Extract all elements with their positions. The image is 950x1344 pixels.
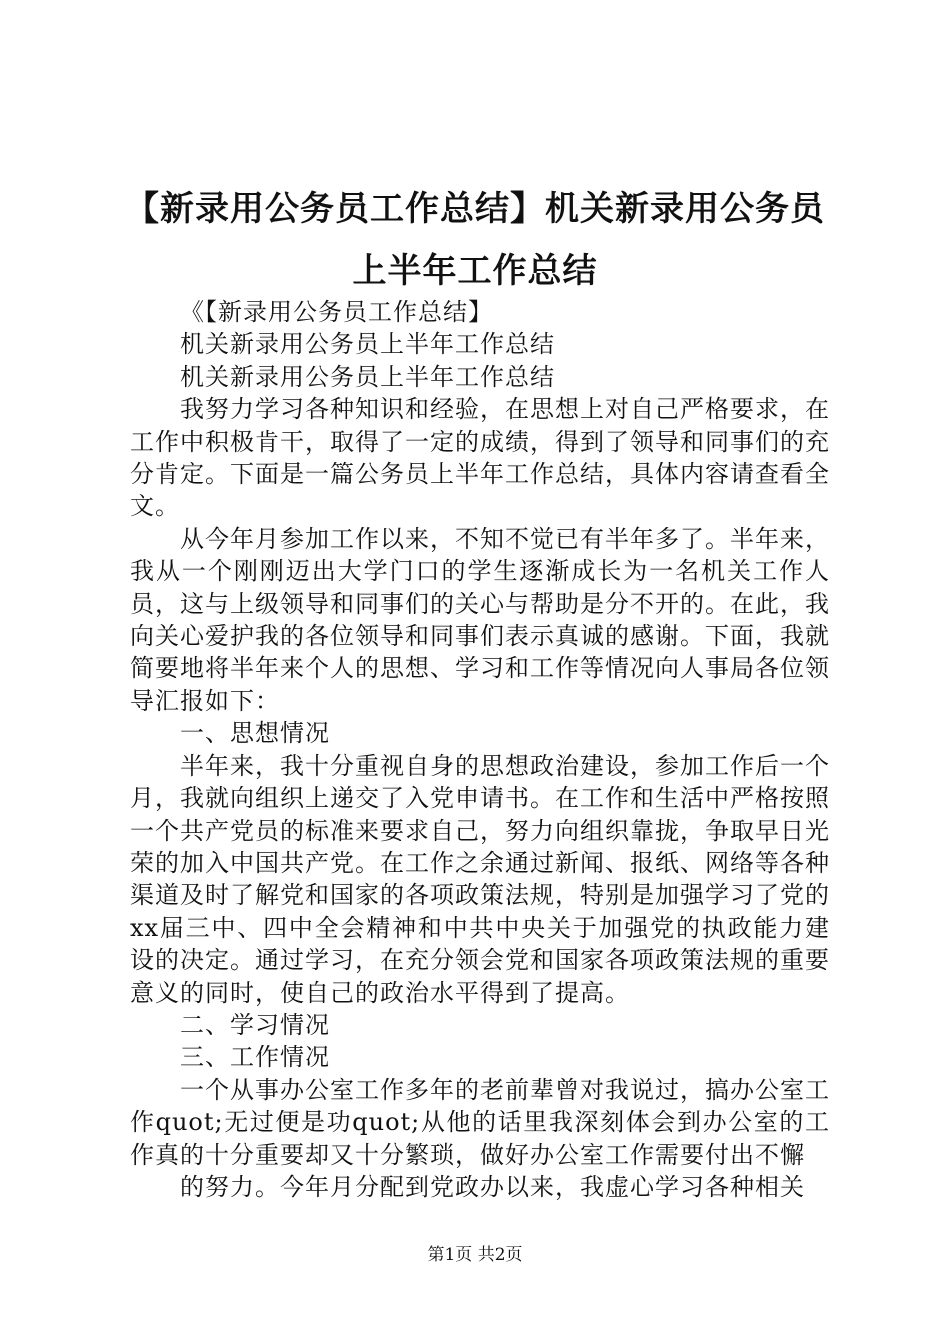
- section-heading-work: 三、工作情况: [180, 1043, 330, 1072]
- page-footer: 第1页 共2页: [427, 1245, 523, 1265]
- paragraph-overview: 从今年月参加工作以来，不知不觉已有半年多了。半年来，我从一个刚刚迈出大学门口的学生逐渐成长为一名机关工作人员，这与上级领导和同事们的关心与帮助是分不开的。在此，我向关心爱护我的各位领导和同事们表示真诚的感谢。下面，我就简要地将半年来个人的思想、学习和工作等情况向人事局各位领导汇报如下：: [130, 524, 830, 715]
- paragraph-subtitle-2: 机关新录用公务员上半年工作总结: [180, 362, 555, 391]
- paragraph-subtitle-1: 机关新录用公务员上半年工作总结: [180, 330, 555, 359]
- title-line-2: 上半年工作总结: [352, 251, 598, 291]
- section-heading-thought: 一、思想情况: [180, 719, 330, 748]
- section-heading-study: 二、学习情况: [180, 1010, 330, 1039]
- paragraph-work-continued: 的努力。今年月分配到党政办以来，我虚心学习各种相关: [180, 1172, 805, 1201]
- paragraph-source-title: 《【新录用公务员工作总结】: [180, 298, 493, 326]
- title-line-1: 【新录用公务员工作总结】机关新录用公务员: [125, 189, 825, 229]
- document-title: [100, 178, 850, 302]
- document-body: [130, 296, 830, 1203]
- paragraph-work: 一个从事办公室工作多年的老前辈曾对我说过，搞办公室工作quot;无过便是功quot;从他的话里我深刻体会到办公室的工作真的十分重要却又十分繁琐，做好办公室工作需要付出不懈: [130, 1075, 830, 1169]
- paragraph-intro: 我努力学习各种知识和经验，在思想上对自己严格要求，在工作中积极肯干，取得了一定的成绩，得到了领导和同事们的充分肯定。下面是一篇公务员上半年工作总结，具体内容请查看全文。: [130, 395, 830, 521]
- paragraph-thought: 半年来，我十分重视自身的思想政治建设，参加工作后一个月，我就向组织上递交了入党申请书。在工作和生活中严格按照一个共产党员的标准来要求自己，努力向组织靠拢，争取早日光荣的加入中国共产党。在工作之余通过新闻、报纸、网络等各种渠道及时了解党和国家的各项政策法规，特别是加强学习了党的xx届三中、四中全会精神和中共中央关于加强党的执政能力建设的决定。通过学习，在充分领会党和国家各项政策法规的重要意义的同时，使自己的政治水平得到了提高。: [130, 751, 830, 1007]
